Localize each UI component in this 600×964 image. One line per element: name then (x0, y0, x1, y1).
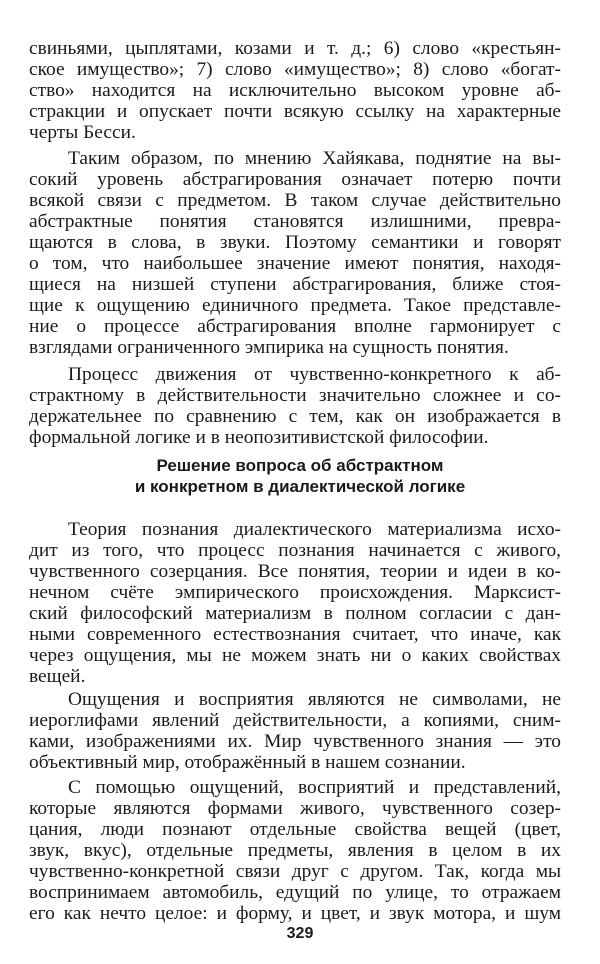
text-line: всякой связи с предметом. В таком случае действительно (29, 190, 561, 211)
text-line: о том, что наибольшее значение имеют понятия, находя- (29, 253, 561, 274)
text-line: Теория познания диалектического материализма исхо- (68, 519, 561, 540)
text-line: щаются в слова, в звуки. Поэтому семантики и говорят (29, 232, 561, 253)
text-line: свиньями, цыплятами, козами и т. д.; 6) слово «крестьян- (29, 38, 561, 59)
text-line: Ощущения и восприятия являются не символами, не (68, 689, 561, 710)
text-line: ками, изображениями их. Мир чувственного знания — это (29, 731, 561, 752)
text-line: нечном счёте эмпирического происхождения. Марксист- (29, 582, 561, 603)
text-line: дит из того, что процесс познания начинается с живого, (29, 540, 561, 561)
text-line: вещей. (29, 666, 86, 687)
page-number: 329 (286, 925, 314, 942)
text-line: через ощущения, мы не можем знать ни о каких свойствах (29, 645, 561, 666)
text-line: воспринимаем автомобиль, едущий по улице, то отражаем (29, 882, 561, 903)
text-line: ское имущество»; 7) слово «имущество»; 8) слово «богат- (29, 59, 561, 80)
text-line: цания, люди познают отдельные свойства вещей (цвет, (29, 819, 561, 840)
text-line: ными современного естествознания считает, что иначе, как (29, 624, 561, 645)
text-line: щие к ощущению единичного предмета. Такое представле- (29, 295, 561, 316)
text-line: ние о процессе абстрагирования вполне гармонирует с (29, 316, 561, 337)
text-line: формальной логике и в неопозитивистской философии. (29, 427, 489, 448)
text-line: чувственно-конкретной связи друг с другом. Так, когда мы (29, 861, 561, 882)
text-line: Таким образом, по мнению Хайякава, поднятие на вы- (68, 148, 561, 169)
text-line: стракции и опускает почти всякую ссылку на характерные (29, 101, 561, 122)
heading-line: Решение вопроса об абстрактном (156, 456, 444, 475)
text-line: которые являются формами живого, чувственного созер- (29, 798, 561, 819)
text-line: держательнее по сравнению с тем, как он изображается в (29, 406, 561, 427)
text-line: Процесс движения от чувственно-конкретного к аб- (68, 364, 561, 385)
text-line: ство» находится на исключительно высоком уровне аб- (29, 80, 561, 101)
text-line: С помощью ощущений, восприятий и представлений, (68, 777, 561, 798)
text-line: сокий уровень абстрагирования означает потерю почти (29, 169, 561, 190)
text-line: абстрактные понятия становятся излишними, превра- (29, 211, 561, 232)
text-line: щиеся на низшей ступени абстрагирования, ближе стоя- (29, 274, 561, 295)
text-line: иероглифами явлений действительности, а копиями, сним- (29, 710, 561, 731)
text-line: взглядами ограниченного эмпирика на сущность понятия. (29, 337, 509, 358)
text-line: объективный мир, отображённый в нашем сознании. (29, 752, 466, 773)
text-line: ский философский материализм в полном согласии с дан- (29, 603, 561, 624)
text-line: звук, вкус), отдельные предметы, явления в целом в их (29, 840, 561, 861)
text-line: чувственного созерцания. Все понятия, теории и идеи в ко- (29, 561, 561, 582)
text-line: черты Бесси. (29, 122, 136, 143)
heading-line: и конкретном в диалектической логике (134, 477, 466, 496)
text-line: страктному в действительности значительно сложнее и со- (29, 385, 561, 406)
text-line: его как нечто целое: и форму, и цвет, и звук мотора, и шум (29, 903, 561, 924)
